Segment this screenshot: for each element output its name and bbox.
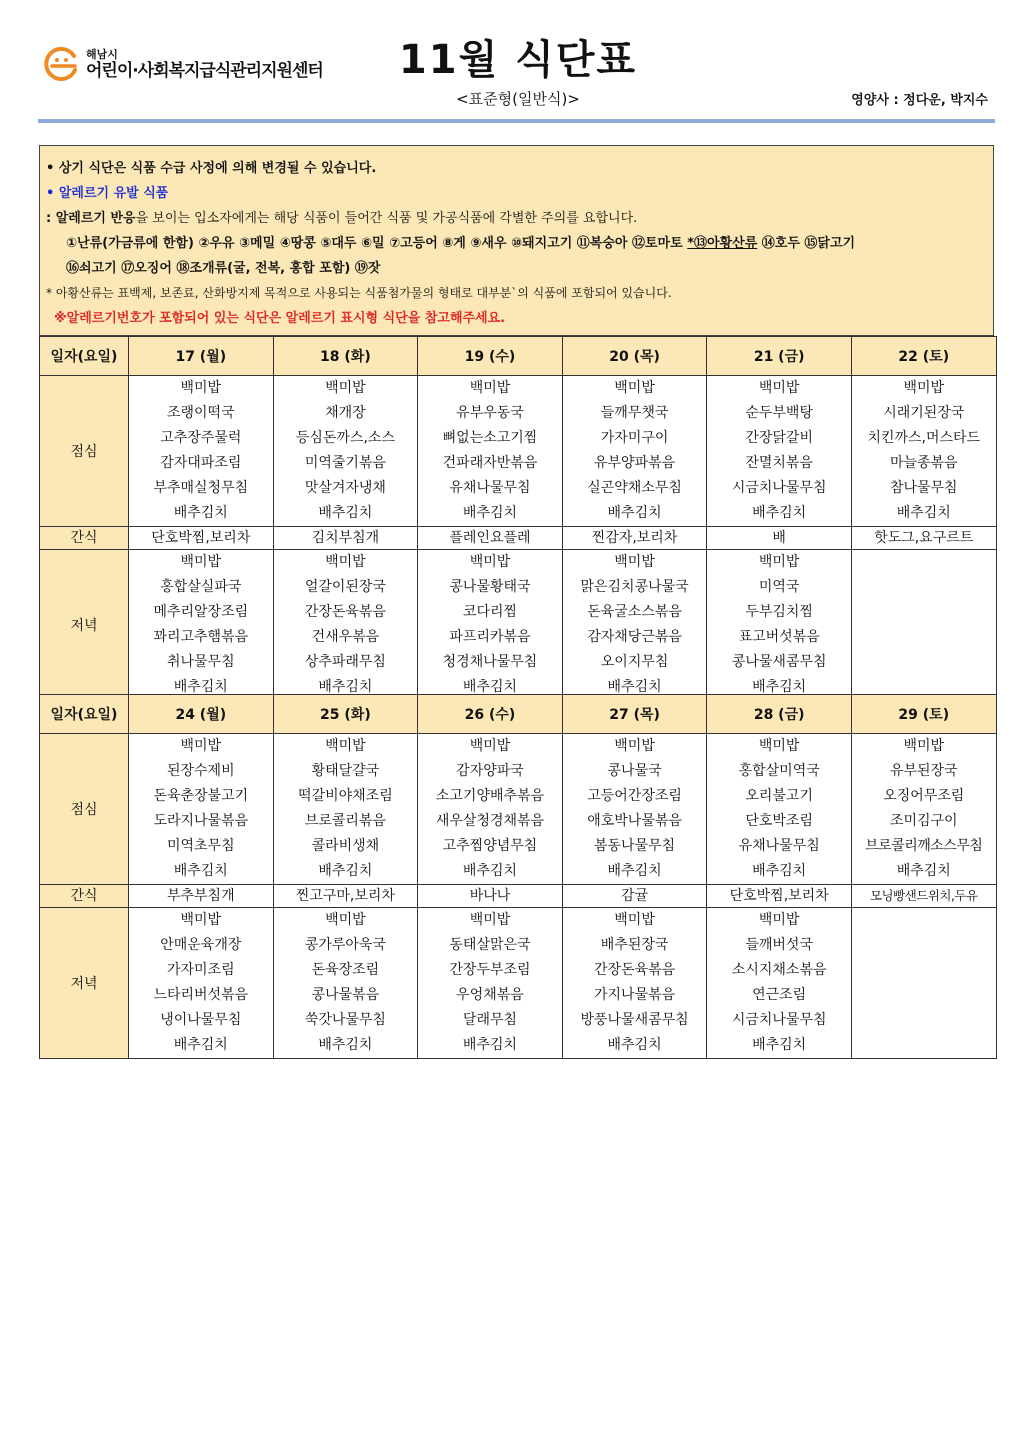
menu-item: 우엉채볶음 [456, 987, 524, 1003]
menu-item [852, 625, 996, 650]
menu-item: 고추장주물럭 [160, 430, 242, 446]
snack-cell: 단호박찜,보리차 [129, 527, 274, 550]
notice-box [39, 145, 994, 336]
menu-item [852, 650, 996, 675]
menu-type-subtitle: <표준형(일반식)> [456, 90, 580, 108]
date-header-row [40, 695, 997, 734]
snack-cell: 단호박찜,보리차 [707, 885, 852, 908]
snack-cell: 찐고구마,보리차 [273, 885, 418, 908]
menu-item: 백미밥 [325, 380, 366, 396]
lunch-cell [129, 376, 274, 527]
dinner-cell [273, 908, 418, 1059]
date-header-label: 일자(요일) [40, 695, 129, 734]
menu-item: 소고기양배추볶음 [435, 788, 545, 804]
menu-item: 미역줄기볶음 [304, 455, 386, 471]
lunch-cell [851, 376, 996, 527]
menu-item: 배추김치 [173, 505, 228, 521]
menu-table-week-1 [39, 336, 997, 701]
menu-item: 배추김치 [318, 1037, 373, 1053]
menu-item: 유부양파볶음 [594, 455, 676, 471]
menu-item: 느타리버섯볶음 [153, 987, 249, 1003]
menu-item: 오징어무조림 [883, 788, 965, 804]
menu-item: 실곤약채소무침 [587, 480, 682, 496]
menu-item: 배추김치 [173, 863, 228, 879]
menu-item: 배추김치 [752, 863, 807, 879]
menu-item: 배추김치 [607, 679, 662, 695]
menu-item [852, 575, 996, 600]
menu-item: 마늘종볶음 [889, 455, 958, 471]
lunch-row [40, 376, 997, 527]
menu-item: 감자채당근볶음 [587, 629, 682, 645]
menu-item: 떡갈비야채조림 [298, 788, 393, 804]
day-header: 18 (화) [273, 337, 418, 376]
day-header: 26 (수) [418, 695, 563, 734]
menu-item: 콩나물국 [607, 763, 662, 779]
menu-item: 고추찜양념무침 [442, 838, 538, 854]
lunch-label: 점심 [40, 734, 129, 885]
menu-item: 배추김치 [607, 1037, 662, 1053]
menu-item: 애호박나물볶음 [587, 813, 682, 829]
menu-item: 새우살청경채볶음 [435, 813, 545, 829]
menu-item: 들깨무챗국 [600, 405, 669, 421]
menu-item: 백미밥 [325, 554, 366, 570]
menu-item: 배추김치 [752, 1037, 807, 1053]
lunch-cell [418, 734, 563, 885]
day-header: 19 (수) [418, 337, 563, 376]
menu-item: 맑은김치콩나물국 [580, 579, 689, 595]
menu-item: 청경채나물무침 [442, 654, 538, 670]
day-header: 24 (월) [129, 695, 274, 734]
menu-item: 백미밥 [903, 380, 945, 396]
org-name: 어린이·사회복지급식관리지원센터 [86, 60, 323, 81]
menu-item: 도라지나물볶음 [153, 813, 249, 829]
menu-item: 시래기된장국 [883, 405, 965, 421]
header-divider [38, 119, 995, 123]
menu-item: 조랭이떡국 [166, 405, 235, 421]
menu-item: 배추김치 [318, 863, 373, 879]
menu-item: 들깨버섯국 [745, 937, 813, 953]
lunch-cell [851, 734, 996, 885]
menu-item: 배추김치 [752, 679, 807, 695]
allergen-list-1-tail: ⑭호두 ⑮닭고기 [761, 236, 856, 251]
menu-item: 백미밥 [469, 554, 511, 570]
menu-item: 황태달걀국 [311, 763, 380, 779]
menu-item: 배추김치 [462, 863, 518, 879]
day-header: 17 (월) [129, 337, 274, 376]
dinner-cell-empty [851, 550, 996, 701]
notice-change-line: • 상기 식단은 식품 수급 사정에 의해 변경될 수 있습니다. [46, 161, 377, 176]
menu-item: 취나물무침 [166, 654, 235, 670]
menu-item: 배추김치 [896, 505, 951, 521]
menu-item: 봄동나물무침 [594, 838, 676, 854]
menu-item: 유채나물무침 [449, 480, 531, 496]
day-header: 20 (목) [562, 337, 707, 376]
menu-item: 소시지채소볶음 [731, 962, 827, 978]
menu-item: 돈육굴소스볶음 [587, 604, 682, 620]
menu-item: 꽈리고추햄볶음 [153, 629, 249, 645]
notice-allergy-caution [46, 206, 993, 231]
menu-item: 콩나물볶음 [311, 987, 380, 1003]
menu-item: 건새우볶음 [311, 629, 380, 645]
menu-item: 백미밥 [180, 554, 222, 570]
date-header-row [40, 337, 997, 376]
menu-item: 쑥갓나물무침 [304, 1012, 386, 1028]
dinner-cell [418, 550, 563, 701]
menu-item [852, 1008, 996, 1033]
dinner-label: 저녁 [40, 550, 129, 701]
menu-item [852, 550, 996, 575]
menu-item: 브로콜리깨소스무침 [865, 838, 983, 854]
menu-item [852, 933, 996, 958]
menu-item: 배추김치 [173, 679, 228, 695]
allergy-warning: ※알레르기번호가 포함되어 있는 식단은 알레르기 표시형 식단을 참고해주세요. [54, 311, 506, 326]
dinner-cell [707, 908, 852, 1059]
menu-item: 콩가루아욱국 [304, 937, 386, 953]
menu-item: 백미밥 [614, 554, 655, 570]
menu-item: 백미밥 [469, 738, 511, 754]
menu-item: 배추김치 [173, 1037, 228, 1053]
menu-item: 맛살겨자냉채 [304, 480, 386, 496]
menu-item: 백미밥 [180, 738, 222, 754]
menu-item: 백미밥 [758, 380, 800, 396]
snack-row [40, 885, 997, 908]
menu-item: 백미밥 [614, 738, 655, 754]
menu-item: 브로콜리볶음 [304, 813, 386, 829]
menu-item: 배추김치 [752, 505, 807, 521]
menu-item: 건파래자반볶음 [442, 455, 538, 471]
menu-item: 달래무침 [462, 1012, 518, 1028]
lunch-row [40, 734, 997, 885]
menu-item: 미역국 [758, 579, 800, 595]
menu-item: 백미밥 [758, 554, 800, 570]
dinner-label: 저녁 [40, 908, 129, 1059]
lunch-cell [129, 734, 274, 885]
menu-item: 코다리찜 [462, 604, 518, 620]
menu-item: 간장닭갈비 [745, 430, 813, 446]
menu-item: 등심돈까스,소스 [295, 430, 395, 446]
menu-item: 오리불고기 [745, 788, 813, 804]
dinner-row [40, 908, 997, 1059]
menu-item: 동태살맑은국 [449, 937, 531, 953]
snack-cell: 찐감자,보리차 [562, 527, 707, 550]
dinner-cell-empty [851, 908, 996, 1059]
notice-allergy-caution-rest: 을 보이는 입소자에게는 해당 식품이 들어간 식품 및 가공식품에 각별한 주의를 요합니다. [135, 211, 638, 226]
menu-item: 배추김치 [607, 863, 662, 879]
menu-item: 채개장 [325, 405, 366, 421]
allergen-sulfite: *⑬아황산류 [687, 236, 758, 251]
menu-item: 백미밥 [758, 912, 800, 928]
lunch-label: 점심 [40, 376, 129, 527]
dinner-cell [129, 550, 274, 701]
menu-item: 뼈없는소고기찜 [442, 430, 538, 446]
menu-item: 가지나물볶음 [594, 987, 676, 1003]
day-header: 29 (토) [851, 695, 996, 734]
snack-cell: 플레인요플레 [418, 527, 563, 550]
menu-item: 냉이나물무침 [160, 1012, 242, 1028]
lunch-cell [273, 376, 418, 527]
day-header: 27 (목) [562, 695, 707, 734]
snack-cell: 감귤 [562, 885, 707, 908]
menu-item: 안매운육개장 [160, 937, 242, 953]
menu-item: 백미밥 [469, 380, 511, 396]
menu-item: 유채나물무침 [738, 838, 820, 854]
lunch-cell [273, 734, 418, 885]
menu-item: 유부우동국 [456, 405, 524, 421]
dinner-row [40, 550, 997, 701]
menu-item: 홍합살실파국 [160, 579, 242, 595]
menu-item: 파프리카볶음 [449, 629, 531, 645]
allergen-list-1 [46, 231, 993, 256]
snack-label: 간식 [40, 885, 129, 908]
menu-item: 콩나물황태국 [449, 579, 531, 595]
lunch-cell [562, 734, 707, 885]
org-city: 해남시 [86, 47, 118, 61]
menu-item: 순두부백탕 [745, 405, 813, 421]
menu-item: 간장돈육볶음 [304, 604, 386, 620]
menu-item [852, 958, 996, 983]
menu-item: 된장수제비 [166, 763, 235, 779]
menu-item: 배추된장국 [600, 937, 669, 953]
menu-item: 감자대파조림 [160, 455, 242, 471]
snack-row [40, 527, 997, 550]
menu-item: 오이지무침 [600, 654, 669, 670]
menu-item: 콜라비생채 [311, 838, 380, 854]
menu-item: 배추김치 [896, 863, 951, 879]
dinner-cell [129, 908, 274, 1059]
lunch-cell [562, 376, 707, 527]
dinner-cell [562, 908, 707, 1059]
menu-item: 배추김치 [462, 505, 518, 521]
menu-item [852, 983, 996, 1008]
menu-item: 얼갈이된장국 [304, 579, 386, 595]
menu-item: 시금치나물무침 [731, 480, 827, 496]
menu-item: 메추리알장조림 [153, 604, 249, 620]
notice-allergy-caution-bold: : 알레르기 반응 [46, 211, 136, 226]
day-header: 28 (금) [707, 695, 852, 734]
lunch-cell [707, 734, 852, 885]
sulfite-note: * 아황산류는 표백제, 보존료, 산화방지제 목적으로 사용되는 식품첨가물의 형태로 대부분`의 식품에 포함되어 있습니다. [46, 286, 672, 300]
day-header: 25 (화) [273, 695, 418, 734]
menu-item: 배추김치 [462, 679, 518, 695]
snack-cell: 핫도그,요구르트 [851, 527, 996, 550]
menu-item: 간장돈육볶음 [594, 962, 676, 978]
menu-item: 감자양파국 [456, 763, 524, 779]
snack-cell: 배 [707, 527, 852, 550]
menu-item [852, 600, 996, 625]
menu-item: 백미밥 [469, 912, 511, 928]
menu-item: 잔멸치볶음 [745, 455, 813, 471]
menu-table-week-2 [39, 694, 997, 1059]
dinner-cell [562, 550, 707, 701]
menu-item: 배추김치 [318, 679, 373, 695]
snack-label: 간식 [40, 527, 129, 550]
page-title: 11월 식단표 [398, 37, 638, 83]
snack-cell: 부추부침개 [129, 885, 274, 908]
dinner-cell [273, 550, 418, 701]
menu-item: 배추김치 [318, 505, 373, 521]
menu-item: 돈육춘장불고기 [153, 788, 249, 804]
menu-item: 백미밥 [180, 380, 222, 396]
menu-item: 간장두부조림 [449, 962, 531, 978]
day-header: 22 (토) [851, 337, 996, 376]
menu-item: 홍합살미역국 [738, 763, 820, 779]
menu-item [852, 908, 996, 933]
menu-item: 돈육장조림 [311, 962, 380, 978]
menu-item: 유부된장국 [889, 763, 958, 779]
allergen-list-2: ⑯쇠고기 ⑰오징어 ⑱조개류(굴, 전복, 홍합 포함) ⑲잣 [66, 261, 381, 276]
menu-item: 백미밥 [325, 738, 366, 754]
dinner-cell [418, 908, 563, 1059]
menu-item [852, 1033, 996, 1058]
menu-item: 상추파래무침 [304, 654, 386, 670]
date-header-label: 일자(요일) [40, 337, 129, 376]
menu-item: 콩나물새콤무침 [731, 654, 827, 670]
dietitian-credit: 영양사 : 정다운, 박지수 [851, 93, 988, 108]
menu-item: 시금치나물무침 [731, 1012, 827, 1028]
menu-item: 백미밥 [325, 912, 366, 928]
menu-item: 조미김구이 [889, 813, 958, 829]
menu-item: 가자미조림 [166, 962, 235, 978]
menu-item: 고등어간장조림 [587, 788, 682, 804]
menu-item: 배추김치 [462, 1037, 518, 1053]
menu-item: 방풍나물새콤무침 [580, 1012, 689, 1028]
lunch-cell [707, 376, 852, 527]
menu-item: 가자미구이 [600, 430, 669, 446]
menu-item: 백미밥 [758, 738, 800, 754]
menu-item: 미역초무침 [166, 838, 235, 854]
menu-item: 단호박조림 [745, 813, 813, 829]
menu-item: 표고버섯볶음 [738, 629, 820, 645]
lunch-cell [418, 376, 563, 527]
menu-item: 연근조림 [752, 987, 807, 1003]
allergen-list-1-text: ①난류(가금류에 한함) ②우유 ③메밀 ④땅콩 ⑤대두 ⑥밀 ⑦고등어 ⑧게 ⑨새우 ⑩돼지고기 ⑪복숭아 ⑫토마토 [66, 236, 683, 251]
menu-item: 백미밥 [614, 912, 655, 928]
menu-item: 백미밥 [614, 380, 655, 396]
menu-item: 부추매실청무침 [153, 480, 249, 496]
snack-cell: 모닝빵샌드위치,두유 [851, 885, 996, 908]
notice-allergy-heading: • 알레르기 유발 식품 [46, 186, 169, 201]
day-header: 21 (금) [707, 337, 852, 376]
menu-item: 백미밥 [180, 912, 222, 928]
menu-item: 백미밥 [903, 738, 945, 754]
snack-cell: 바나나 [418, 885, 563, 908]
menu-item: 두부김치찜 [745, 604, 813, 620]
dinner-cell [707, 550, 852, 701]
menu-item: 배추김치 [607, 505, 662, 521]
menu-item: 치킨까스,머스타드 [867, 430, 981, 446]
snack-cell: 김치부침개 [273, 527, 418, 550]
menu-item: 참나물무침 [889, 480, 958, 496]
